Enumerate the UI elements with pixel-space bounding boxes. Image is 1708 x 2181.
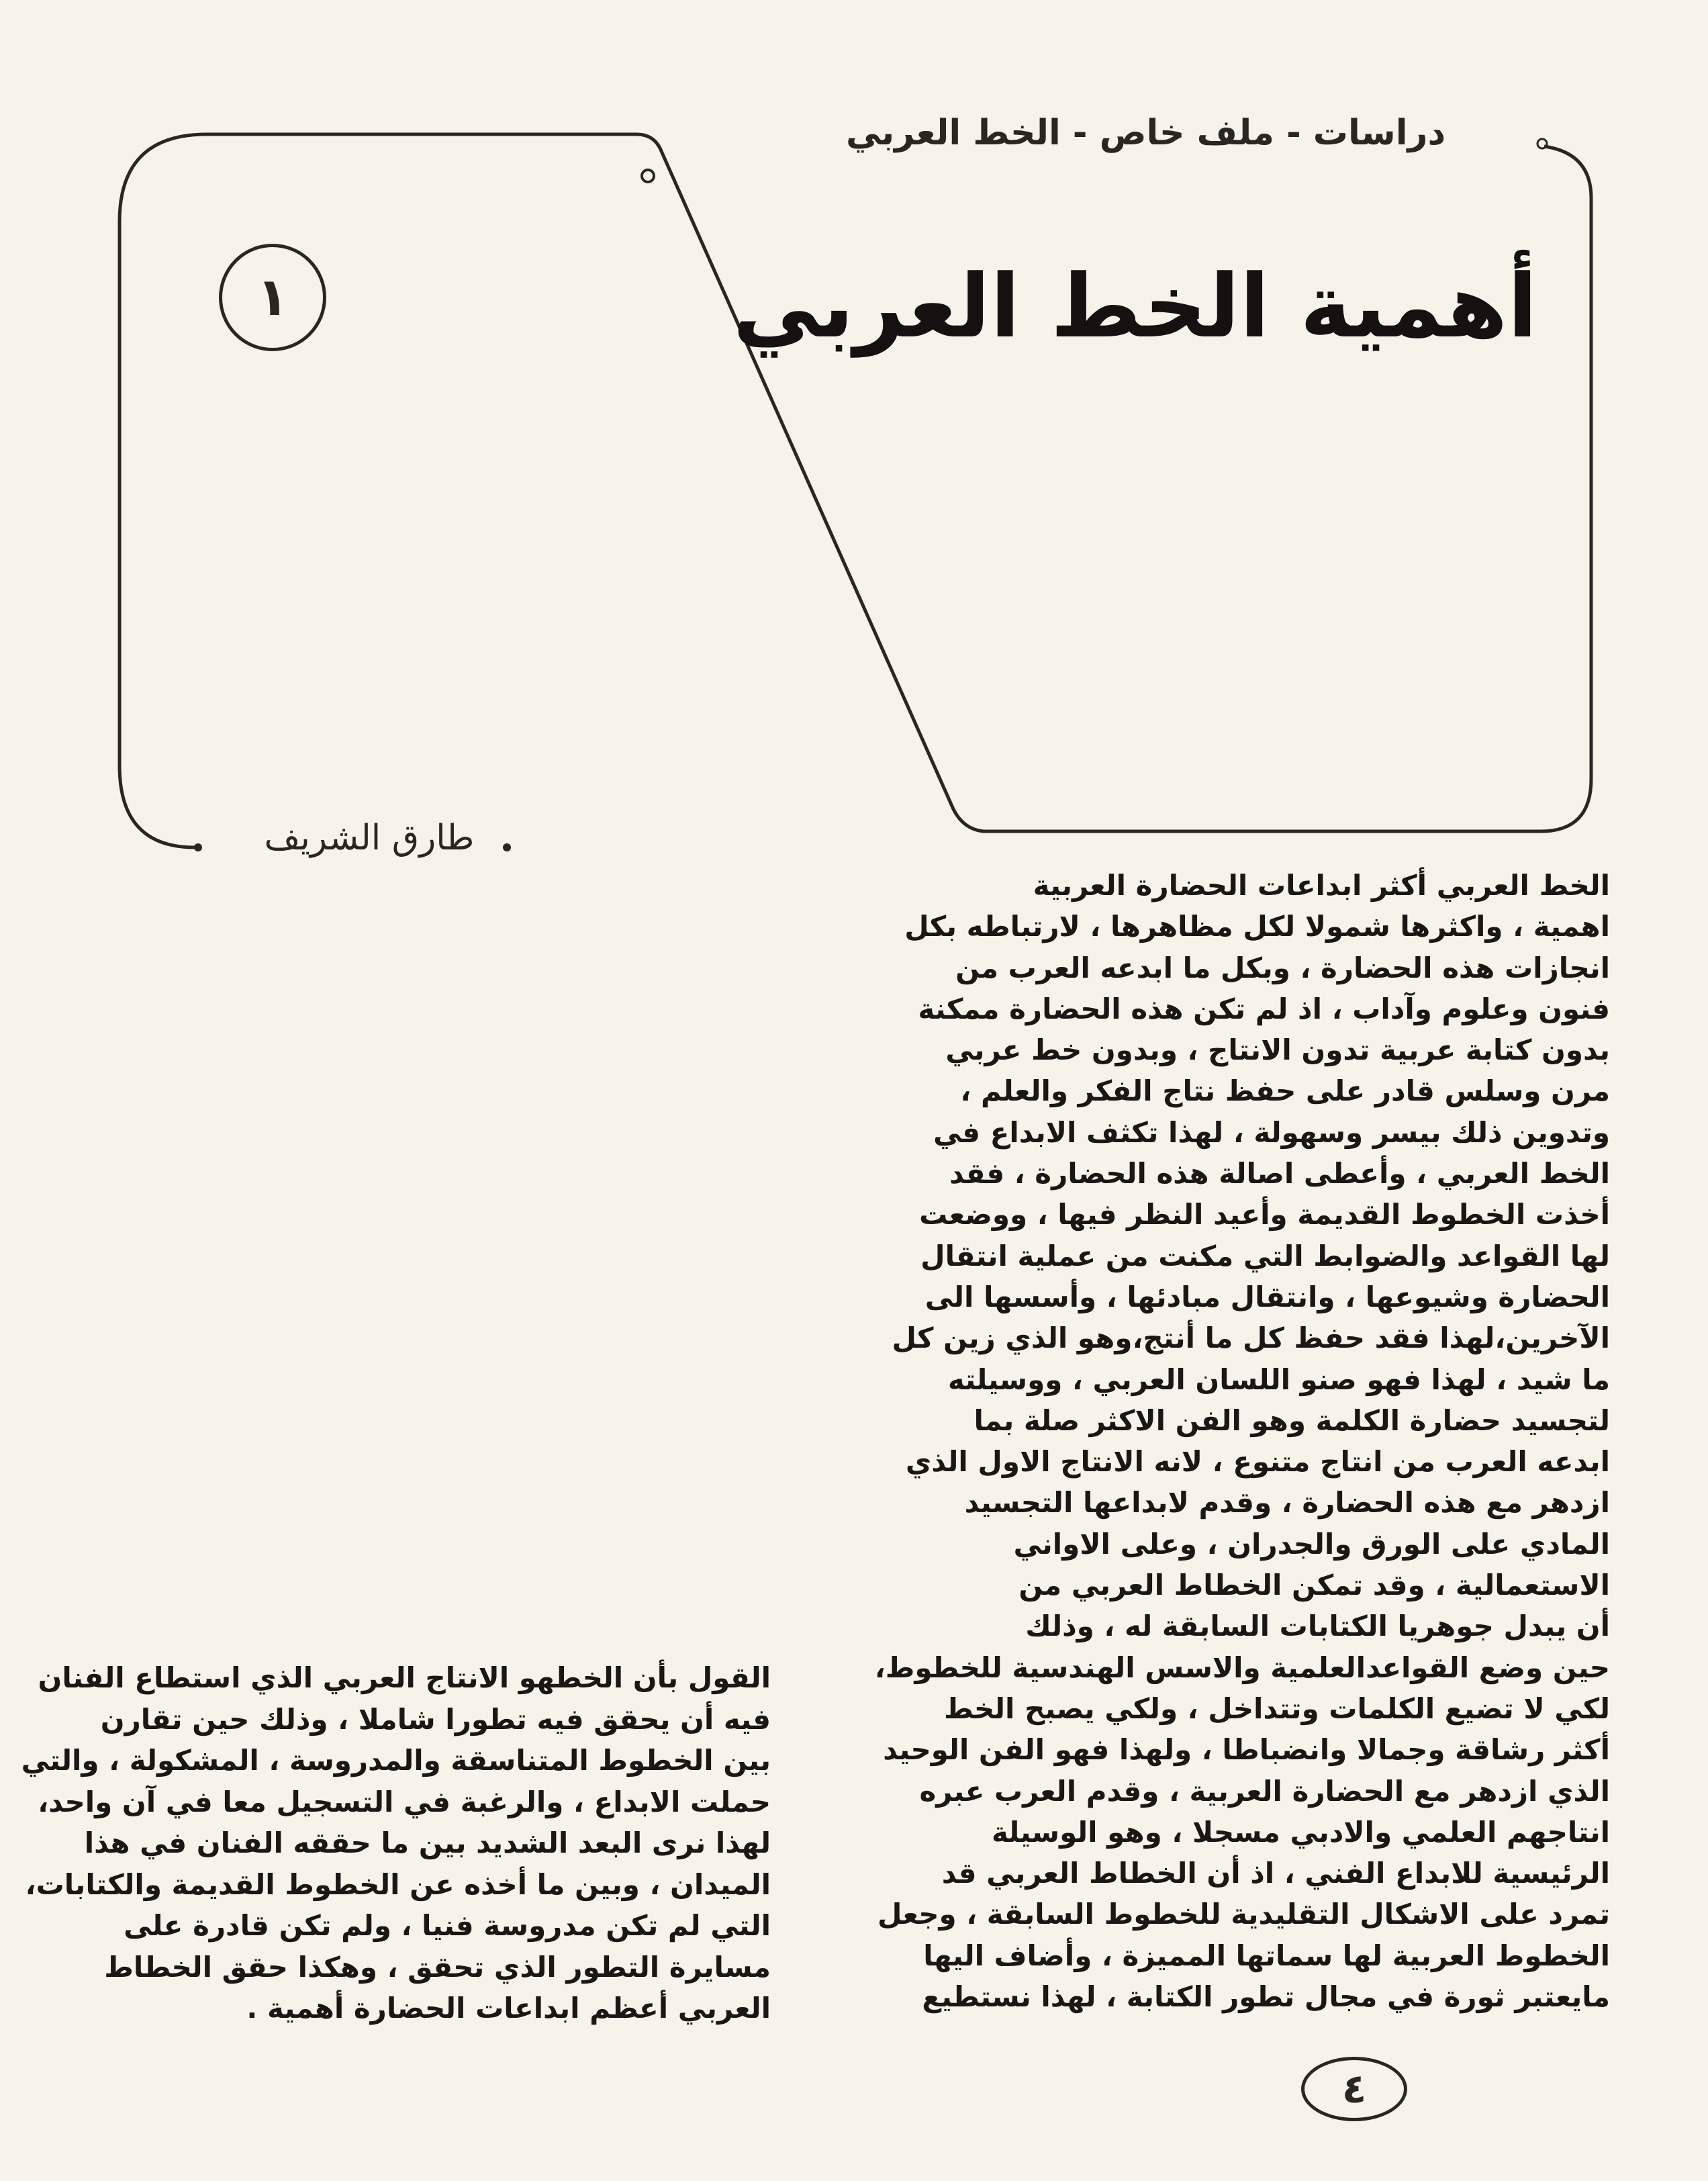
body-line: العربي أعظم ابداعات الحضارة أهمية . xyxy=(246,1992,771,2025)
body-line: القول بأن الخطهو الانتاج العربي الذي استطاع الفنان xyxy=(38,1661,771,1694)
body-line: الاستعمالية ، وقد تمكن الخطاط العربي من xyxy=(1018,1569,1610,1602)
page-number-badge xyxy=(1301,2057,1407,2121)
author-name: طارق الشريف xyxy=(264,818,475,858)
body-line: تمرد على الاشكال التقليدية للخطوط السابقة ، وجعل xyxy=(877,1898,1610,1931)
body-line: الآخرين،لهذا فقد حفظ كل ما أنتج،وهو الذي زين كل xyxy=(892,1321,1610,1355)
body-line: انجازات هذه الحضارة ، وبكل ما ابدعه العرب من xyxy=(955,951,1610,984)
body-line: أكثر رشاقة وجمالا وانضباطا ، ولهذا فهو الفن الوحيد xyxy=(883,1733,1610,1767)
body-line: الخطوط العربية لها سماتها المميزة ، وأضاف اليها xyxy=(923,1939,1610,1972)
body-line: الحضارة وشيوعها ، وانتقال مبادئها ، وأسسها الى xyxy=(924,1280,1610,1313)
body-line: ما شيد ، لهذا فهو صنو اللسان العربي ، ووسيلته xyxy=(947,1362,1610,1396)
body-line: مايعتبر ثورة في مجال تطور الكتابة ، لهذا نستطيع xyxy=(922,1980,1610,2014)
body-line: لكي لا تضيع الكلمات وتتداخل ، ولكي يصبح الخط xyxy=(944,1691,1610,1725)
body-line: انتاجهم العلمي والادبي مسجلا ، وهو الوسيلة xyxy=(992,1815,1610,1849)
body-line: الميدان ، وبين ما أخذه عن الخطوط القديمة والكتابات، xyxy=(25,1867,771,1901)
body-line: مرن وسلس قادر على حفظ نتاج الفكر والعلم ، xyxy=(960,1074,1610,1108)
body-line: فيه أن يحقق فيه تطورا شاملا ، وذلك حين تقارن xyxy=(100,1702,771,1736)
body-line: الخط العربي أكثر ابداعات الحضارة العربية xyxy=(1033,869,1610,902)
body-line: اهمية ، واكثرها شمولا لكل مظاهرها ، لارتباطه بكل xyxy=(904,910,1610,943)
body-line: الخط العربي ، وأعطى اصالة هذه الحضارة ، فقد xyxy=(949,1157,1610,1191)
body-line: بدون كتابة عربية تدون الانتاج ، وبدون خط عربي xyxy=(945,1033,1610,1067)
body-line: ازدهر مع هذه الحضارة ، وقدم لابداعها التجسيد xyxy=(964,1486,1610,1520)
body-line: حملت الابداع ، والرغبة في التسجيل معا في آن واحد، xyxy=(38,1785,771,1818)
part-number: ١ xyxy=(256,267,289,328)
body-line: ابدعه العرب من انتاج متنوع ، لانه الانتاج الاول الذي xyxy=(905,1445,1610,1479)
body-line: أن يبدل جوهريا الكتابات السابقة له ، وذلك xyxy=(1025,1610,1610,1643)
body-line: وتدوين ذلك بيسر وسهولة ، لهذا تكثف الابداع في xyxy=(933,1115,1610,1149)
section-header: دراسات - ملف خاص - الخط العربي xyxy=(846,113,1446,153)
article-body-left-column xyxy=(21,1657,771,2029)
body-line: الرئيسية للابداع الفني ، اذ أن الخطاط العربي قد xyxy=(941,1857,1610,1890)
body-line: الذي ازدهر مع الحضارة العربية ، وقدم العرب عبره xyxy=(919,1774,1610,1808)
body-line: لتجسيد حضارة الكلمة وهو الفن الاكثر صلة بما xyxy=(974,1403,1610,1437)
body-line: فنون وعلوم وآداب ، اذ لم تكن هذه الحضارة ممكنة xyxy=(918,992,1610,1025)
body-line: التي لم تكن مدروسة فنيا ، ولم تكن قادرة على xyxy=(124,1909,771,1942)
body-line: حين وضع القواعدالعلمية والاسس الهندسية للخطوط، xyxy=(874,1651,1610,1684)
article-body-right-column xyxy=(874,865,1610,2017)
body-line: أخذت الخطوط القديمة وأعيد النظر فيها ، ووضعت xyxy=(919,1198,1610,1232)
article-title: أهمية الخط العربي xyxy=(732,255,1537,357)
body-line: بين الخطوط المتناسقة والمدروسة ، المشكولة ، والتي xyxy=(21,1744,771,1777)
part-number-badge xyxy=(219,244,326,351)
body-line: المادي على الورق والجدران ، وعلى الاواني xyxy=(1013,1527,1610,1561)
body-line: مسايرة التطور الذي تحقق ، وهكذا حقق الخطاط xyxy=(104,1950,771,1984)
body-line: لها القواعد والضوابط التي مكنت من عملية انتقال xyxy=(920,1239,1610,1272)
body-line: لهذا نرى البعد الشديد بين ما حققه الفنان في هذا xyxy=(84,1826,771,1859)
page-number: ٤ xyxy=(1341,2066,1367,2113)
